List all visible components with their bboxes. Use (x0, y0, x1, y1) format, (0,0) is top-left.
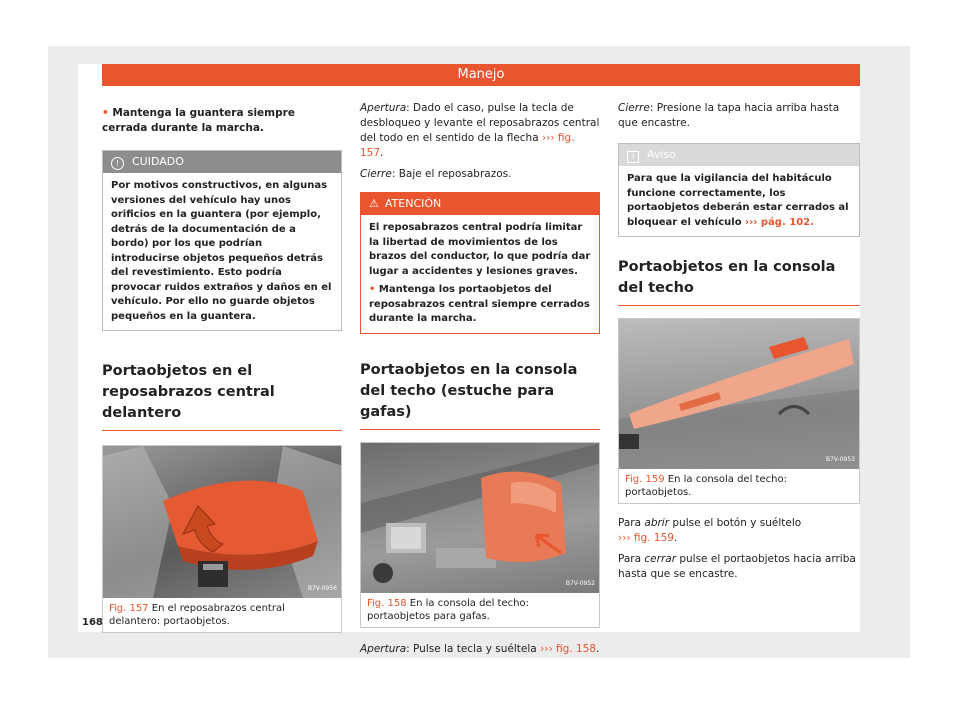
notice-header: i Aviso (619, 144, 859, 166)
page-number: 168 (82, 617, 103, 628)
notice-box (618, 143, 860, 237)
fig-158-link[interactable]: ››› fig. 158 (540, 642, 597, 655)
figure-caption: Fig. 159 En la consola del techo: portaobjetos. (625, 474, 787, 498)
figure-code: B7V-0953 (825, 456, 855, 463)
column-3 (618, 101, 860, 582)
armrest-illustration (103, 446, 341, 598)
section-title-armrest: Portaobjetos en el reposabrazos central delantero (102, 361, 342, 431)
paragraph-apertura-2: Apertura: Pulse la tecla y suéltela ››› fig. 158. (360, 642, 600, 655)
page-header: Manejo (102, 64, 860, 86)
column-2 (360, 101, 600, 657)
armrest-image (103, 446, 341, 598)
info-square-icon: i (627, 151, 639, 163)
paragraph-cerrar: Para cerrar pulse el portaobjetos hacia arriba hasta que se encastre. (618, 553, 856, 580)
roof-holder-illustration (619, 319, 859, 469)
paragraph-abrir: Para abrir pulse el botón y suéltelo ››› fig. 159. (618, 517, 802, 544)
bullet-item: • Mantenga la guantera siempre cerrada durante la marcha. (102, 107, 295, 134)
section-title-roof: Portaobjetos en la consola del techo (618, 257, 860, 306)
page-102-link[interactable]: ››› pág. 102. (745, 216, 814, 228)
figure-157 (102, 445, 342, 633)
figure-code: B7V-0956 (307, 585, 337, 592)
figure-code: B7V-0952 (565, 579, 595, 587)
caution-header: ! CUIDADO (103, 151, 341, 173)
figure-158 (360, 442, 600, 628)
roof-holder-image (619, 319, 859, 469)
figure-caption: Fig. 158 En la consola del techo: portaobjetos para gafas. (367, 597, 529, 622)
warning-header: ⚠ ATENCIÓN (361, 193, 599, 215)
paragraph-cierre-3: Cierre: Presione la tapa hacia arriba hasta que encastre. (618, 102, 840, 129)
fig-159-link[interactable]: ››› fig. 159 (618, 532, 674, 544)
paragraph-cierre: Cierre: Baje el reposabrazos. (360, 168, 512, 180)
paragraph-apertura: Apertura: Dado el caso, pulse la tecla de desbloqueo y levante el reposabrazos central del todo en el sentido de la flecha ››› fig. 157. (360, 102, 600, 159)
info-circle-icon: ! (111, 157, 124, 170)
notice-body: Para que la vigilancia del habitáculo funcione correctamente, los portaobjetos deberán estar cerrados al bloquear el vehículo ››› pág. 102. (627, 173, 849, 228)
warning-box (360, 192, 600, 334)
figure-caption: Fig. 157 En el reposabrazos central delantero: portaobjetos. (109, 603, 285, 627)
fig-157-link[interactable]: ››› fig. 157 (360, 132, 575, 159)
warning-body: El reposabrazos central podría limitar la libertad de movimientos de los brazos del conductor, lo que podría dar lugar a accidentes y lesiones graves. • Mantenga los portaobjetos del reposabrazos central siempre cerrados durante la marcha. (369, 222, 591, 324)
caution-text: Por motivos constructivos, en algunas versiones del vehículo hay unos orificios en la guantera (por ejemplo, detrás de la documentación de a bordo) por los que podrían introducirse objetos pequeños detrás del revestimiento. Esto podría provocar ruidos extraños y daños en el vehículo. Por ello no guarde objetos pequeños en la guantera. (111, 180, 332, 322)
figure-159 (618, 318, 860, 504)
warning-triangle-icon: ⚠ (369, 197, 379, 210)
glasses-holder-image (361, 443, 599, 593)
bullet-dot-icon: • (102, 107, 113, 119)
caution-box (102, 150, 342, 331)
bullet-dot-icon: • (369, 284, 379, 295)
column-1 (102, 106, 342, 633)
glasses-holder-illustration (361, 443, 599, 593)
section-title-glasses: Portaobjetos en la consola del techo (estuche para gafas) (360, 360, 600, 430)
